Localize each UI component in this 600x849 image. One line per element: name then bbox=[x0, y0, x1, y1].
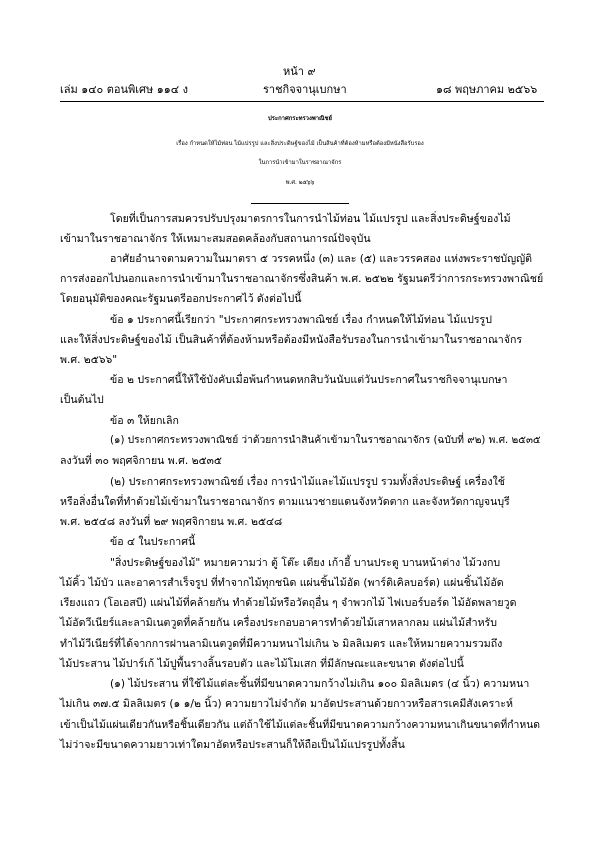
body-line: ข้อ ๓ ให้ยกเลิก bbox=[110, 415, 179, 427]
announcement-year: พ.ศ. ๒๕๖๖ bbox=[285, 180, 315, 186]
announcement-title: ประกาศกระทรวงพาณิชย์ bbox=[268, 116, 332, 122]
body-line: ลงวันที่ ๓๐ พฤศจิกายน พ.ศ. ๒๕๓๕ bbox=[60, 455, 222, 467]
page-number: หน้า ๙ bbox=[283, 65, 316, 78]
body-line: พ.ศ. ๒๕๖๖" bbox=[60, 354, 118, 366]
body-line: ไม่เกิน ๓๗.๕ มิลลิเมตร (๑ ๑/๒ นิ้ว) ความยาวไม่จำกัด มาอัดประสานด้วยกาวหรือสารเคมีสังเคราะห์ bbox=[60, 698, 513, 710]
body-line: (๑) ไม้ประสาน ที่ใช้ไม้แต่ละชิ้นที่มีขนาดความกว้างไม่เกิน ๑๐๐ มิลลิเมตร (๔ นิ้ว) ความหนา bbox=[110, 678, 530, 690]
body-line: โดยอนุมัติของคณะรัฐมนตรีออกประกาศไว้ ดังต่อไปนี้ bbox=[60, 293, 302, 305]
header-rule bbox=[60, 101, 544, 102]
body-line: ทำไม้วีเนียร์ที่ได้จากการฝานลามิเนตวูดที่มีความหนาไม่เกิน ๖ มิลลิเมตร และให้หมายความรวมถึง bbox=[60, 638, 503, 650]
gazette-date: ๑๘ พฤษภาคม ๒๕๖๖ bbox=[436, 83, 538, 96]
body-line: เรียงแถว (โอเอสบี) แผ่นไม้ที่คล้ายกัน ทำด้วยไม้หรือวัตถุอื่น ๆ จำพวกไม้ ไฟเบอร์บอร์ด ไม้อัดพลายวูด bbox=[60, 597, 517, 609]
subject-line-2: ในการนำเข้ามาในราชอาณาจักร bbox=[258, 160, 342, 166]
body-line: อาศัยอำนาจตามความในมาตรา ๕ วรรคหนึ่ง (๓) และ (๕) และวรรคสอง แห่งพระราชบัญญัติ bbox=[110, 253, 533, 265]
gazette-name: ราชกิจจานุเบกษา bbox=[263, 83, 347, 96]
body-line: ไม้ประสาน ไม้ปาร์เก้ ไม้ปูพื้นรางลิ้นรอบตัว และไม้โมเสก ที่มีลักษณะและขนาด ดังต่อไปนี้ bbox=[60, 658, 464, 670]
body-line: และให้สิ่งประดิษฐ์ของไม้ เป็นสินค้าที่ต้องห้ามหรือต้องมีหนังสือรับรองในการนำเข้ามาในราชอาณาจักร bbox=[60, 334, 523, 346]
body-line: เป็นต้นไป bbox=[60, 394, 104, 406]
body-line: (๑) ประกาศกระทรวงพาณิชย์ ว่าด้วยการนำสินค้าเข้ามาในราชอาณาจักร (ฉบับที่ ๙๒) พ.ศ. ๒๕๓๕ bbox=[110, 435, 541, 446]
body-line: ข้อ ๒ ประกาศนี้ให้ใช้บังคับเมื่อพ้นกำหนดหกสิบวันนับแต่วันประกาศในราชกิจจานุเบกษา bbox=[110, 374, 508, 386]
body-line: โดยที่เป็นการสมควรปรับปรุงมาตรการในการนำไม้ท่อน ไม้แปรรูป และสิ่งประดิษฐ์ของไม้ bbox=[110, 213, 511, 225]
body-line: (๒) ประกาศกระทรวงพาณิชย์ เรื่อง การนำไม้และไม้แปรรูป รวมทั้งสิ่งประดิษฐ์ เครื่องใช้ bbox=[110, 476, 505, 488]
body-line: เข้ามาในราชอาณาจักร ให้เหมาะสมสอดคล้องกับสถานการณ์ปัจจุบัน bbox=[60, 233, 371, 245]
body-line: เข้าเป็นไม้แผ่นเดียวกันหรือชิ้นเดียวกัน แต่ถ้าใช้ไม้แต่ละชิ้นที่มีขนาดความกว้างความหนาเกินขนาดที่กำหนด bbox=[60, 719, 541, 731]
subject-line-1: เรื่อง กำหนดให้ไม้ท่อน ไม้แปรรูป และสิ่งประดิษฐ์ของไม้ เป็นสินค้าที่ต้องห้ามหรือต้องมีหนังสือรับรอง bbox=[176, 141, 424, 147]
body-line: พ.ศ. ๒๕๔๘ ลงวันที่ ๒๙ พฤศจิกายน พ.ศ. ๒๕๔๘ bbox=[60, 516, 283, 528]
body-line: ไม่ว่าจะมีขนาดความยาวเท่าใดมาอัดหรือประสานก็ให้ถือเป็นไม้แปรรูปทั้งสิ้น bbox=[60, 739, 405, 751]
body-line: "สิ่งประดิษฐ์ของไม้" หมายความว่า ตู้ โต๊ะ เตียง เก้าอี้ บานประตู บานหน้าต่าง ไม้วงกบ bbox=[110, 557, 501, 569]
body-line: ไม้คิ้ว ไม้บัว และอาคารสำเร็จรูป ที่ทำจากไม้ทุกชนิด แผ่นชิ้นไม้อัด (พาร์ติเคิลบอร์ด) แผ่นชิ้นไม้อัด bbox=[60, 577, 504, 589]
body-line: หรือสิ่งอื่นใดที่ทำด้วยไม้เข้ามาในราชอาณาจักร ตามแนวชายแดนจังหวัดตาก และจังหวัดกาญจนบุรี bbox=[60, 496, 510, 508]
body-line: ข้อ ๑ ประกาศนี้เรียกว่า "ประกาศกระทรวงพาณิชย์ เรื่อง กำหนดให้ไม้ท่อน ไม้แปรรูป bbox=[110, 314, 492, 326]
body-line: การส่งออกไปนอกและการนำเข้ามาในราชอาณาจักรซึ่งสินค้า พ.ศ. ๒๕๒๒ รัฐมนตรีว่าการกระทรวงพาณิชย์ bbox=[60, 273, 544, 285]
body-line: ไม้อัดวีเนียร์และลามิเนตวูดที่คล้ายกัน เครื่องประกอบอาคารทำด้วยไม้เสาหลากลม แผ่นไม้สำหรับ bbox=[60, 617, 497, 629]
title-divider bbox=[251, 203, 349, 204]
volume-info: เล่ม ๑๔๐ ตอนพิเศษ ๑๑๔ ง bbox=[60, 83, 188, 96]
body-line: ข้อ ๔ ในประกาศนี้ bbox=[110, 536, 196, 548]
